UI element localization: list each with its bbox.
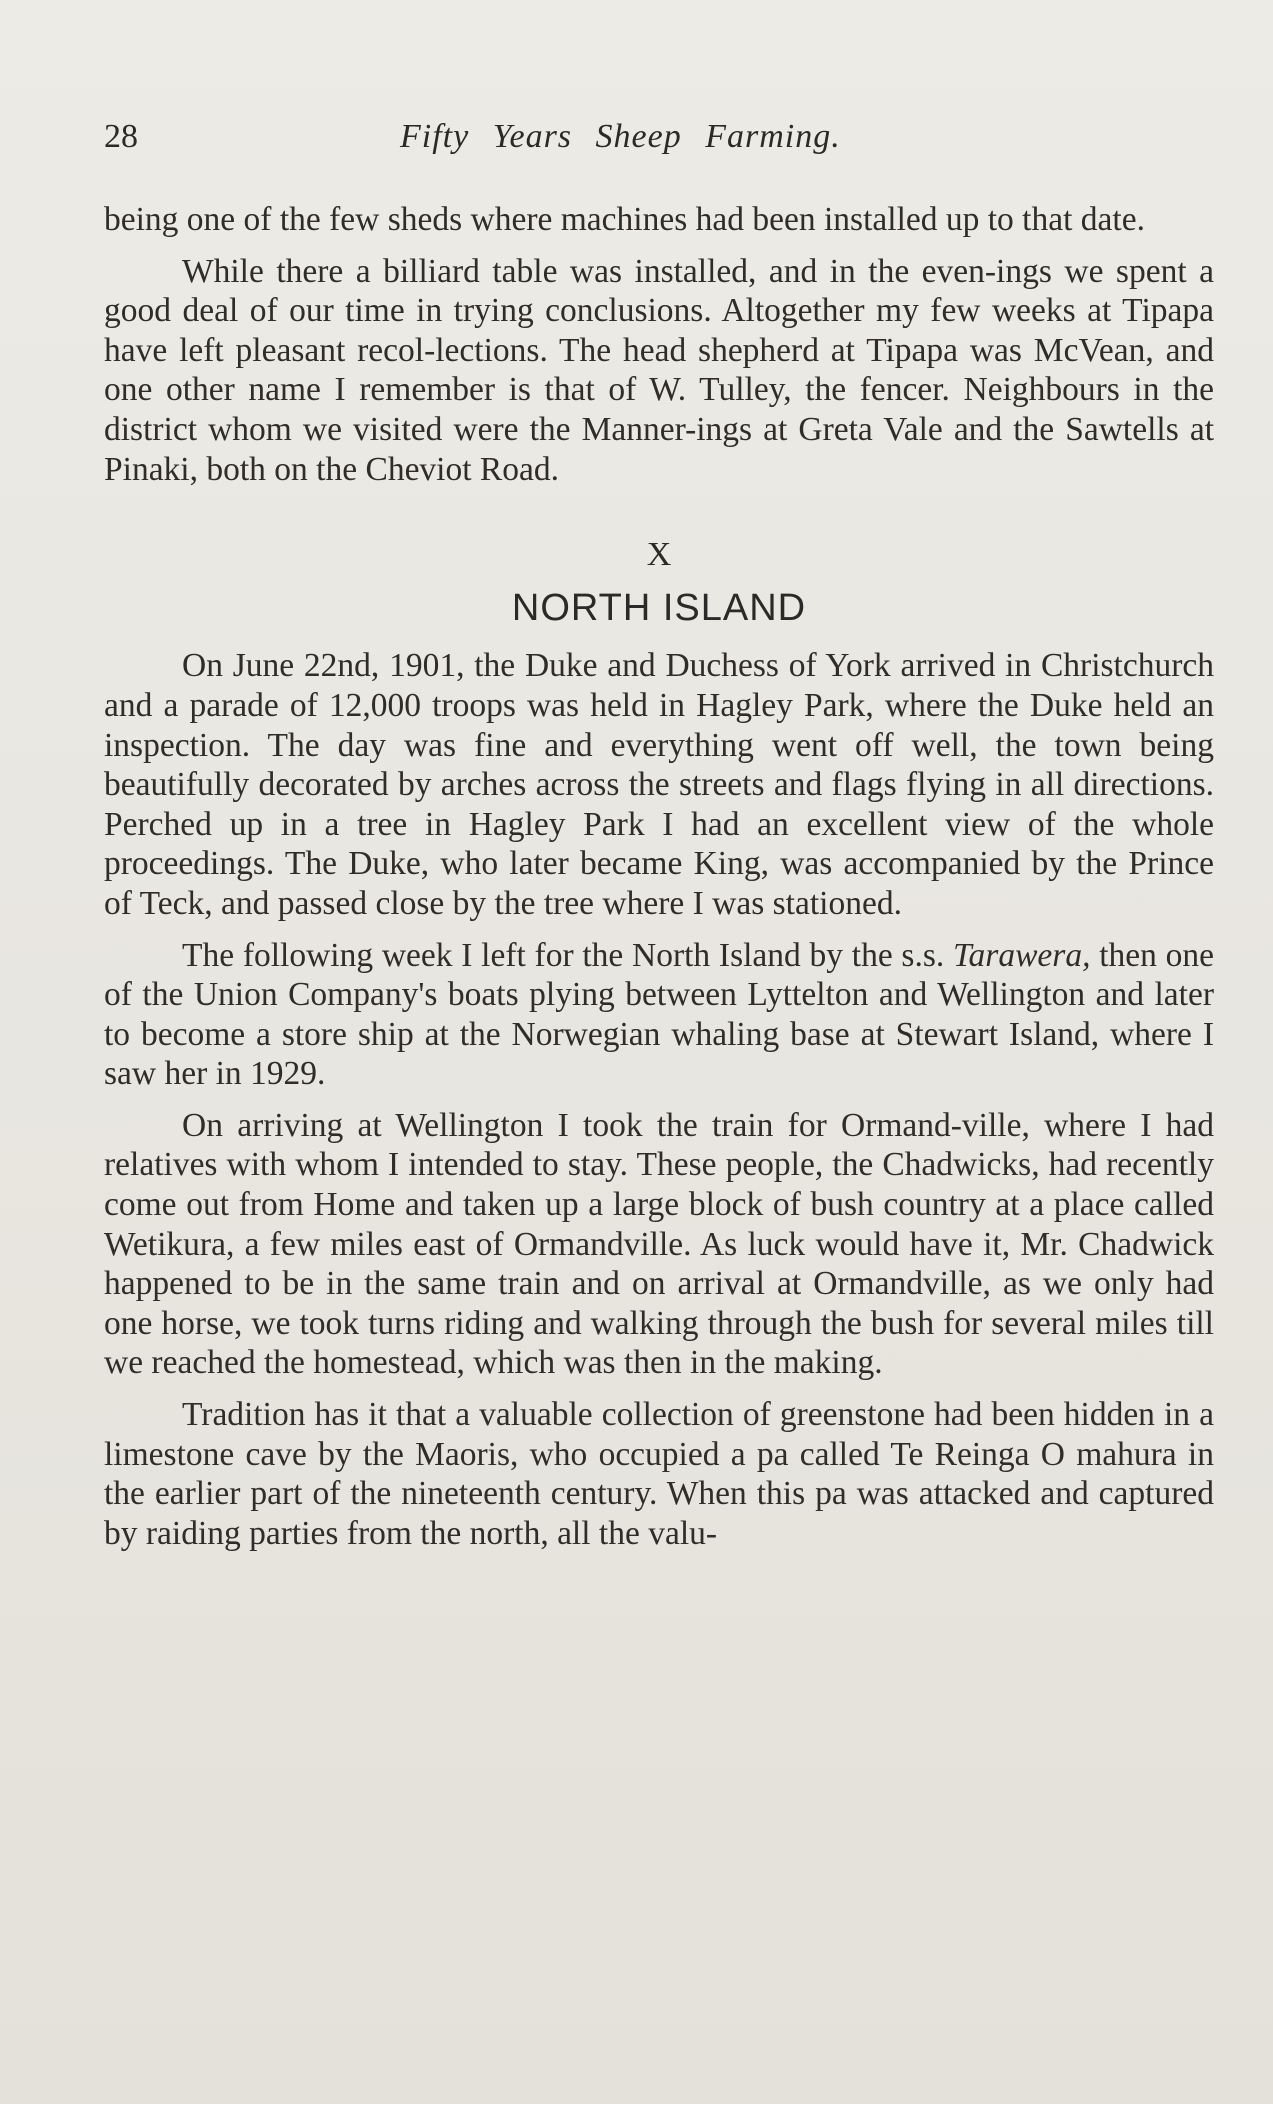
paragraph-greenstone: Tradition has it that a valuable collection of greenstone had been hidden in a limestone cave by the Maoris, who occupied a pa called Te Reinga O mahura in the earlier part of the nineteenth century. When this pa was attacked and captured by raiding parties from the north, all the valu-: [104, 1396, 1214, 1552]
page-number: 28: [104, 118, 138, 155]
paragraph-duke-visit: On June 22nd, 1901, the Duke and Duchess of York arrived in Christchurch and a parade of 12,000 troops was held in Hagley Park, where the Duke held an inspection. The day was fine and everything went off well, the town being beautifully decorated by arches across the streets and flags flying in all directions. Perched up in a tree in Hagley Park I had an excellent view of the whole proceedings. The Duke, who later became King, was accompanied by the Prince of Teck, and passed close by the tree where I was stationed.: [104, 647, 1214, 922]
paragraph-billiard: While there a billiard table was installed, and in the even-ings we spent a good deal of our time in trying conclusions. Altogether my few weeks at Tipapa have left pleasant recol-lections. The head shepherd at Tipapa was McVean, and one other name I remember is that of W. Tulley, the fencer. Neighbours in the district whom we visited were the Manner-ings at Greta Vale and the Sawtells at Pinaki, both on the Cheviot Road.: [104, 252, 1214, 488]
paragraph-tarawera: [104, 936, 1214, 1094]
paragraph-tarawera-end: then one of the Union Company's boats plying between Lyttelton and Wellington and later to become a store ship at the Norwegian whaling base at Stewart Island, where I saw her in 1929.: [104, 936, 1214, 1093]
chapter-number: X: [646, 536, 672, 574]
chapter-title: NORTH ISLAND: [511, 586, 807, 629]
paragraph-continued: being one of the few sheds where machines had been installed up to that date.: [104, 201, 1145, 238]
body-text: [104, 200, 1214, 1565]
ship-name: Tarawera,: [953, 936, 1091, 974]
running-head: [104, 118, 1214, 168]
running-title: Fifty Years Sheep Farming.: [400, 118, 841, 155]
paragraph-ormandville: On arriving at Wellington I took the train for Ormand-ville, where I had relatives with whom I intended to stay. These people, the Chadwicks, had recently come out from Home and taken up a large block of bush country at a place called Wetikura, a few miles east of Ormandville. As luck would have it, Mr. Chadwick happened to be in the same train and on arrival at Ormandville, as we only had one horse, we took turns riding and walking through the bush for several miles till we reached the homestead, which was then in the making.: [104, 1106, 1214, 1382]
paragraph-tarawera-start: The following week I left for the North Island by the s.s.: [182, 936, 953, 974]
